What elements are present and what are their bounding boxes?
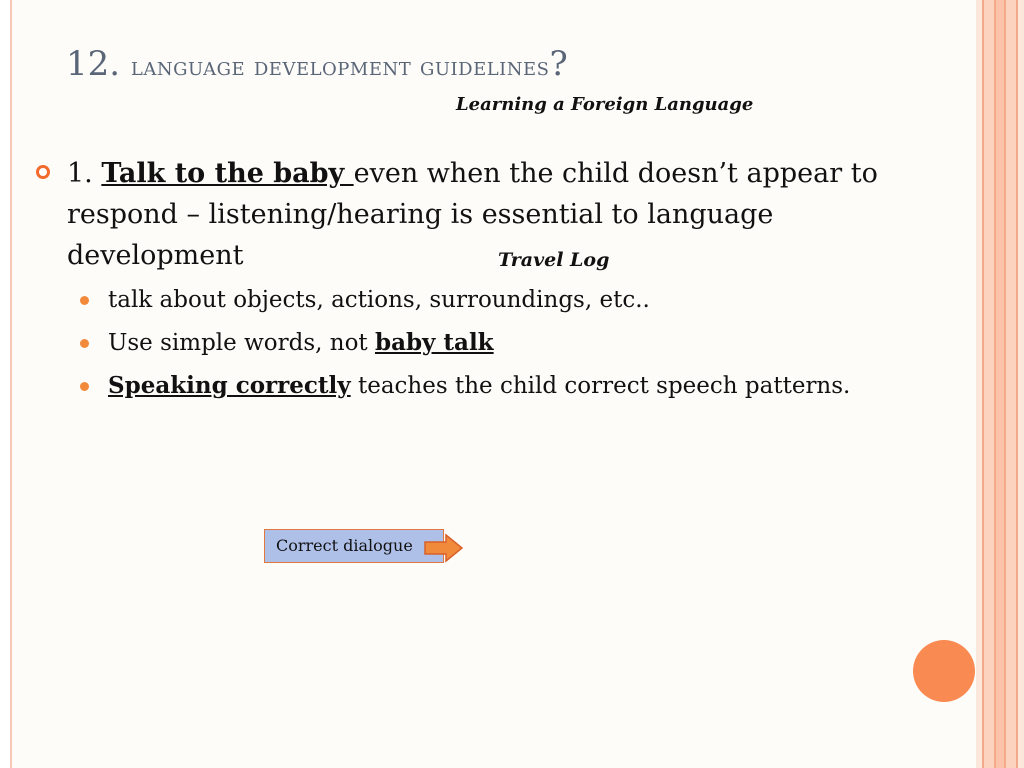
title-text: language development guidelines <box>130 52 550 82</box>
right-arrow-icon[interactable] <box>424 533 464 563</box>
correct-dialogue-button[interactable]: Correct dialogue <box>264 529 444 563</box>
hollow-circle-bullet-icon <box>36 165 50 179</box>
title-number: 12. <box>66 44 131 84</box>
sub-point-2-text: Use simple words, not <box>108 330 375 356</box>
main-point-text: even when the child doesn’t appear to respond – listening/hearing is essential to language development <box>67 158 878 271</box>
main-point <box>67 153 917 276</box>
title-suffix: ? <box>549 44 568 84</box>
foreign-language-link[interactable]: Learning a Foreign Language <box>456 94 754 115</box>
sub-point-3 <box>108 368 888 404</box>
sub-point-1 <box>108 282 888 318</box>
filled-dot-bullet-icon <box>80 339 89 348</box>
main-point-emphasis: Talk to the baby <box>101 158 354 189</box>
sub-point-2-emphasis: baby talk <box>374 329 494 356</box>
sub-point-3-text: teaches the child correct speech patterns. <box>350 373 851 399</box>
sub-point-1-text: talk about objects, actions, surroundings, etc.. <box>108 287 650 313</box>
slide-title <box>66 44 568 84</box>
left-border-decoration <box>0 0 12 768</box>
filled-dot-bullet-icon <box>80 296 89 305</box>
right-stripes-decoration <box>976 0 1024 768</box>
filled-dot-bullet-icon <box>80 382 89 391</box>
orange-circle-decoration <box>913 640 975 702</box>
main-point-prefix: 1. <box>67 158 102 189</box>
travel-log-link[interactable]: Travel Log <box>498 249 610 271</box>
sub-point-2 <box>108 325 888 361</box>
sub-point-3-emphasis: Speaking correctly <box>108 372 351 399</box>
